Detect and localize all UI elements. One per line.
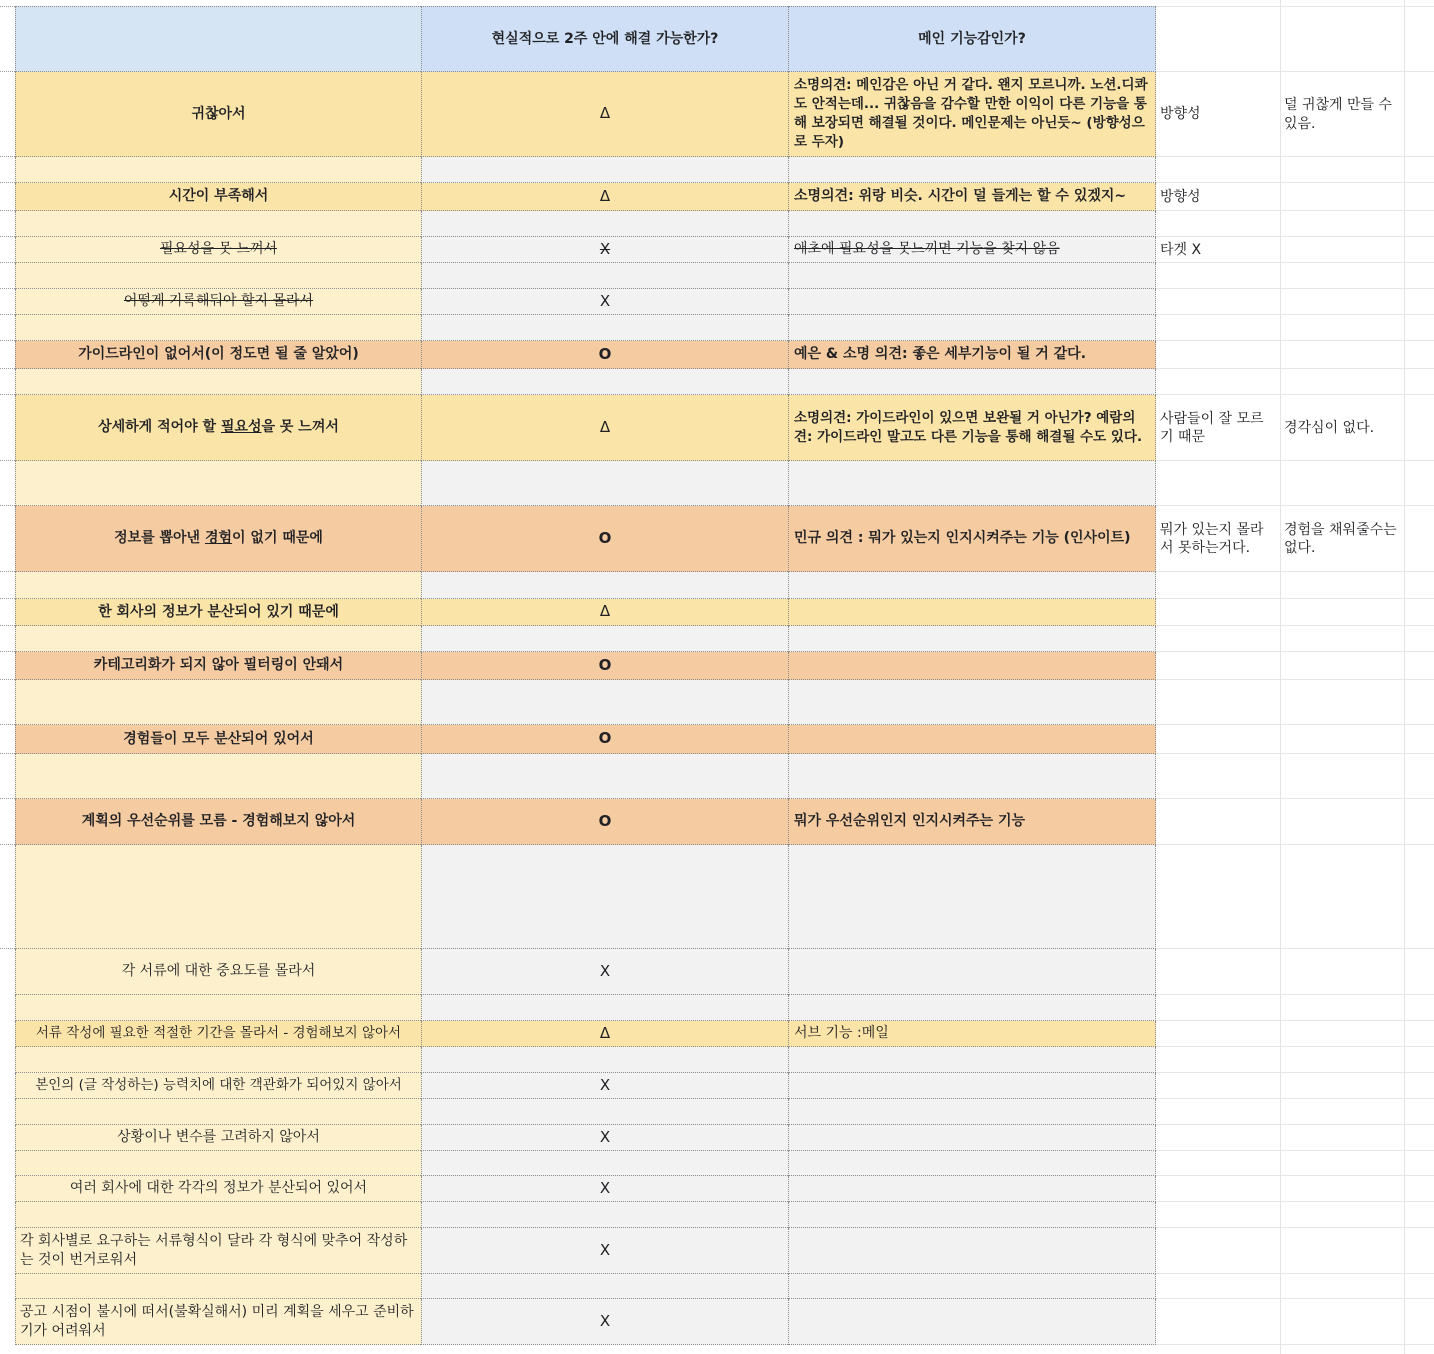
table-row bbox=[0, 652, 1434, 680]
empty-cell[interactable] bbox=[421, 1202, 788, 1228]
opinion-cell[interactable] bbox=[788, 1125, 1156, 1151]
blank-row bbox=[0, 754, 1434, 799]
blank-row bbox=[0, 369, 1434, 395]
blank-row bbox=[0, 157, 1434, 183]
empty-cell[interactable] bbox=[421, 845, 788, 949]
empty-cell[interactable] bbox=[15, 461, 421, 506]
reason-cell[interactable]: 본인의 (글 작성하는) 능력치에 대한 객관화가 되어있지 않아서 bbox=[15, 1073, 421, 1099]
reason-text-underlined: 필요성 bbox=[220, 419, 262, 436]
feasible-cell[interactable]: O bbox=[421, 725, 788, 754]
feasible-cell[interactable]: O bbox=[421, 799, 788, 845]
empty-cell[interactable] bbox=[788, 1099, 1156, 1125]
empty-cell[interactable] bbox=[788, 626, 1156, 652]
reason-cell[interactable]: 어떻게 기록해둬야 할지 몰라서 bbox=[15, 289, 421, 315]
empty-cell[interactable] bbox=[15, 1151, 421, 1176]
table-row bbox=[0, 183, 1434, 211]
table-row bbox=[0, 237, 1434, 263]
reason-cell[interactable]: 각 회사별로 요구하는 서류형식이 달라 각 형식에 맞추어 작성하는 것이 번거로워서 bbox=[15, 1228, 421, 1274]
empty-cell[interactable] bbox=[421, 995, 788, 1021]
empty-cell[interactable] bbox=[421, 211, 788, 237]
empty-cell[interactable] bbox=[788, 572, 1156, 599]
opinion-cell[interactable] bbox=[788, 652, 1156, 680]
empty-cell[interactable] bbox=[15, 995, 421, 1021]
reason-cell[interactable] bbox=[15, 506, 421, 572]
reason-cell[interactable]: 가이드라인이 없어서(이 정도면 될 줄 알았어) bbox=[15, 341, 421, 369]
table-row bbox=[0, 395, 1434, 461]
blank-row bbox=[0, 1202, 1434, 1228]
header-cell-main-feature[interactable] bbox=[788, 6, 1156, 72]
empty-cell[interactable] bbox=[15, 263, 421, 289]
opinion-cell[interactable] bbox=[788, 1228, 1156, 1274]
header-cell-feasible[interactable] bbox=[421, 6, 788, 72]
blank-row bbox=[0, 1151, 1434, 1176]
table-row bbox=[0, 1228, 1434, 1274]
reason-text: 이 없기 때문에 bbox=[232, 530, 323, 547]
empty-cell[interactable] bbox=[421, 626, 788, 652]
empty-cell[interactable] bbox=[15, 845, 421, 949]
opinion-cell[interactable] bbox=[788, 289, 1156, 315]
empty-cell[interactable] bbox=[15, 754, 421, 799]
empty-cell[interactable] bbox=[15, 1047, 421, 1073]
opinion-cell[interactable] bbox=[788, 949, 1156, 995]
empty-cell[interactable] bbox=[788, 263, 1156, 289]
empty-cell[interactable] bbox=[421, 1151, 788, 1176]
reason-cell[interactable]: 계획의 우선순위를 모름 - 경험해보지 않아서 bbox=[15, 799, 421, 845]
header-label: 현실적으로 2주 안에 해결 가능한가? bbox=[491, 30, 719, 47]
feasible-cell[interactable]: X bbox=[421, 237, 788, 263]
feasible-cell[interactable]: X bbox=[421, 1299, 788, 1345]
header-label: 메인 기능감인가? bbox=[918, 30, 1026, 47]
reason-cell[interactable]: 서류 작성에 필요한 적절한 기간을 몰라서 - 경험해보지 않아서 bbox=[15, 1021, 421, 1047]
feasible-cell[interactable]: X bbox=[421, 1176, 788, 1202]
tag-cell[interactable]: 방향성 bbox=[1160, 106, 1201, 123]
feasible-cell[interactable]: Δ bbox=[421, 72, 788, 157]
blank-row bbox=[0, 1099, 1434, 1125]
table-row bbox=[0, 341, 1434, 369]
empty-cell[interactable] bbox=[15, 157, 421, 183]
opinion-cell[interactable]: 애초에 필요성을 못느끼면 기능을 찾지 않음 bbox=[788, 237, 1156, 263]
opinion-cell[interactable]: 소명의견: 메인감은 아닌 거 같다. 왠지 모르니까. 노션.디콰도 안적는데... 귀찮음을 감수할 만한 이익이 다른 기능을 통해 보장되면 해결될 것이다. 메인문제는 아닌듯~ (방향성으로 두자) bbox=[788, 72, 1156, 157]
blank-row bbox=[0, 263, 1434, 289]
empty-cell[interactable] bbox=[15, 1274, 421, 1299]
opinion-cell[interactable] bbox=[788, 599, 1156, 626]
feasible-cell[interactable]: Δ bbox=[421, 599, 788, 626]
opinion-cell[interactable]: 민규 의견 : 뭐가 있는지 인지시켜주는 기능 (인사이트) bbox=[788, 506, 1156, 572]
opinion-cell[interactable]: 서브 기능 :메일 bbox=[788, 1021, 1156, 1047]
table-row bbox=[0, 949, 1434, 995]
empty-cell[interactable] bbox=[421, 1099, 788, 1125]
blank-row bbox=[0, 461, 1434, 506]
blank-row bbox=[0, 845, 1434, 949]
blank-row bbox=[0, 626, 1434, 652]
empty-cell[interactable] bbox=[788, 315, 1156, 341]
empty-cell[interactable] bbox=[421, 1047, 788, 1073]
empty-cell[interactable] bbox=[788, 1202, 1156, 1228]
blank-row bbox=[0, 1047, 1434, 1073]
empty-cell[interactable] bbox=[788, 845, 1156, 949]
empty-cell[interactable] bbox=[421, 1274, 788, 1299]
reason-text: 상세하게 적어야 할 bbox=[98, 419, 221, 436]
table-row bbox=[0, 1125, 1434, 1151]
reason-cell[interactable]: 상황이나 변수를 고려하지 않아서 bbox=[15, 1125, 421, 1151]
empty-cell[interactable] bbox=[15, 1099, 421, 1125]
table-row bbox=[0, 799, 1434, 845]
empty-cell[interactable] bbox=[15, 680, 421, 725]
empty-cell[interactable] bbox=[788, 1047, 1156, 1073]
reason-cell[interactable]: 경험들이 모두 분산되어 있어서 bbox=[15, 725, 421, 754]
opinion-cell[interactable]: 예은 & 소명 의견: 좋은 세부기능이 될 거 같다. bbox=[788, 341, 1156, 369]
empty-cell[interactable] bbox=[15, 315, 421, 341]
opinion-cell[interactable]: 소명의견: 가이드라인이 있으면 보완될 거 아닌가? 예람의견: 가이드라인 말고도 다른 기능을 통해 해결될 수도 있다. bbox=[788, 395, 1156, 461]
blank-row bbox=[0, 211, 1434, 237]
feasible-cell[interactable]: X bbox=[421, 1073, 788, 1099]
table-row bbox=[0, 599, 1434, 626]
empty-cell[interactable] bbox=[421, 572, 788, 599]
empty-cell[interactable] bbox=[15, 572, 421, 599]
feasible-cell[interactable]: O bbox=[421, 506, 788, 572]
empty-cell[interactable] bbox=[15, 211, 421, 237]
feasible-cell[interactable]: O bbox=[421, 341, 788, 369]
table-row bbox=[0, 289, 1434, 315]
empty-cell[interactable] bbox=[788, 995, 1156, 1021]
empty-cell[interactable] bbox=[788, 461, 1156, 506]
table-row bbox=[0, 1299, 1434, 1345]
note-cell[interactable]: 덜 귀찮게 만들 수 있음. bbox=[1284, 97, 1393, 132]
note-cell[interactable]: 경험을 채워줄수는 없다. bbox=[1284, 521, 1397, 556]
opinion-cell[interactable] bbox=[788, 1073, 1156, 1099]
header-cell-reason[interactable] bbox=[15, 6, 421, 72]
table-row bbox=[0, 1176, 1434, 1202]
reason-cell[interactable]: 필요성을 못 느껴서 bbox=[15, 237, 421, 263]
feasible-cell[interactable]: Δ bbox=[421, 395, 788, 461]
reason-text: 정보를 뽑아낸 bbox=[114, 530, 205, 547]
empty-cell[interactable] bbox=[788, 157, 1156, 183]
table-row bbox=[0, 72, 1434, 157]
feasible-cell[interactable]: O bbox=[421, 652, 788, 680]
empty-cell[interactable] bbox=[788, 1274, 1156, 1299]
reason-cell[interactable]: 한 회사의 정보가 분산되어 있기 때문에 bbox=[15, 599, 421, 626]
blank-row bbox=[0, 995, 1434, 1021]
empty-cell[interactable] bbox=[788, 211, 1156, 237]
reason-text-underlined: 경험 bbox=[204, 530, 233, 547]
empty-cell[interactable] bbox=[421, 315, 788, 341]
opinion-cell[interactable]: 소명의견: 위랑 비슷. 시간이 덜 들게는 할 수 있겠지~ bbox=[788, 183, 1156, 211]
tag-cell[interactable]: 방향성 bbox=[1160, 188, 1201, 205]
empty-cell[interactable] bbox=[421, 461, 788, 506]
empty-cell[interactable] bbox=[421, 157, 788, 183]
empty-cell[interactable] bbox=[421, 680, 788, 725]
opinion-cell[interactable] bbox=[788, 1299, 1156, 1345]
reason-cell[interactable]: 여러 회사에 대한 각각의 정보가 분산되어 있어서 bbox=[15, 1176, 421, 1202]
empty-cell[interactable] bbox=[15, 626, 421, 652]
empty-cell[interactable] bbox=[788, 680, 1156, 725]
reason-cell[interactable]: 카테고리화가 되지 않아 필터링이 안돼서 bbox=[15, 652, 421, 680]
feasible-cell[interactable]: X bbox=[421, 1228, 788, 1274]
feasible-cell[interactable]: X bbox=[421, 949, 788, 995]
table-row bbox=[0, 725, 1434, 754]
empty-cell[interactable] bbox=[15, 369, 421, 395]
reason-cell[interactable]: 공고 시점이 불시에 떠서(불확실해서) 미리 계획을 세우고 준비하기가 어려워서 bbox=[15, 1299, 421, 1345]
empty-cell[interactable] bbox=[788, 754, 1156, 799]
reason-cell[interactable] bbox=[15, 395, 421, 461]
feasible-cell[interactable]: Δ bbox=[421, 183, 788, 211]
empty-cell[interactable] bbox=[421, 263, 788, 289]
table-row bbox=[0, 1021, 1434, 1047]
note-cell[interactable]: 경각심이 없다. bbox=[1284, 419, 1375, 436]
opinion-cell[interactable]: 뭐가 우선순위인지 인지시켜주는 기능 bbox=[788, 799, 1156, 845]
table-row bbox=[0, 506, 1434, 572]
blank-row bbox=[0, 1274, 1434, 1299]
opinion-cell[interactable] bbox=[788, 1176, 1156, 1202]
opinion-cell[interactable] bbox=[788, 725, 1156, 754]
tag-cell[interactable]: 사람들이 잘 모르기 때문 bbox=[1160, 410, 1264, 445]
reason-text: 을 못 느껴서 bbox=[261, 419, 339, 436]
reason-cell[interactable]: 각 서류에 대한 중요도를 몰라서 bbox=[15, 949, 421, 995]
reason-cell[interactable]: 시간이 부족해서 bbox=[15, 183, 421, 211]
feasible-cell[interactable]: X bbox=[421, 289, 788, 315]
empty-cell[interactable] bbox=[788, 1151, 1156, 1176]
header-row bbox=[0, 6, 1434, 72]
empty-cell[interactable] bbox=[15, 1202, 421, 1228]
tag-cell[interactable]: 뭐가 있는지 몰라서 못하는거다. bbox=[1160, 521, 1264, 556]
tag-cell[interactable]: 타겟 X bbox=[1160, 241, 1202, 258]
feasible-cell[interactable]: Δ bbox=[421, 1021, 788, 1047]
feasible-cell[interactable]: X bbox=[421, 1125, 788, 1151]
table-row bbox=[0, 1073, 1434, 1099]
reason-cell[interactable]: 귀찮아서 bbox=[15, 72, 421, 157]
empty-cell[interactable] bbox=[788, 369, 1156, 395]
empty-cell[interactable] bbox=[421, 369, 788, 395]
blank-row bbox=[0, 680, 1434, 725]
blank-row bbox=[0, 572, 1434, 599]
blank-row bbox=[0, 315, 1434, 341]
empty-cell[interactable] bbox=[421, 754, 788, 799]
